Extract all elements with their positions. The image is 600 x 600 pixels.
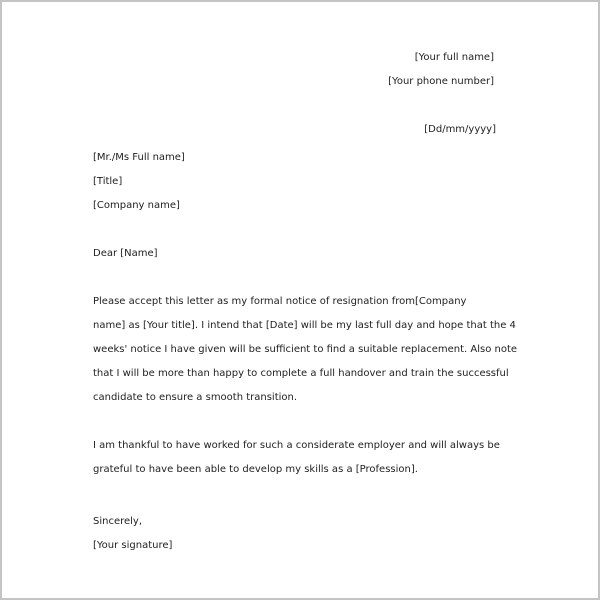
paragraph1-line: weeks' notice I have given will be sufficient to find a suitable replacement. Also note [93,344,518,355]
recipient-name: [Mr./Ms Full name] [93,152,185,163]
paragraph2-line: I am thankful to have worked for such a considerate employer and will always be [93,440,500,451]
salutation: Dear [Name] [93,248,158,259]
paragraph1-line: candidate to ensure a smooth transition. [93,392,298,403]
closing: Sincerely, [93,516,143,527]
recipient-title: [Title] [93,176,123,187]
recipient-company: [Company name] [93,200,180,211]
paragraph2-line: grateful to have been able to develop my skills as a [Profession]. [93,464,418,475]
signature: [Your signature] [93,540,173,551]
sender-full-name: [Your full name] [414,52,494,63]
paragraph1-line: Please accept this letter as my formal notice of resignation from[Company [93,296,467,307]
paragraph1-line: name] as [Your title]. I intend that [Date] will be my last full day and hope that the 4 [93,320,516,331]
paragraph1-line: that I will be more than happy to complete a full handover and train the successful [93,368,509,379]
letter-date: [Dd/mm/yyyy] [424,124,496,135]
sender-phone: [Your phone number] [388,76,494,87]
